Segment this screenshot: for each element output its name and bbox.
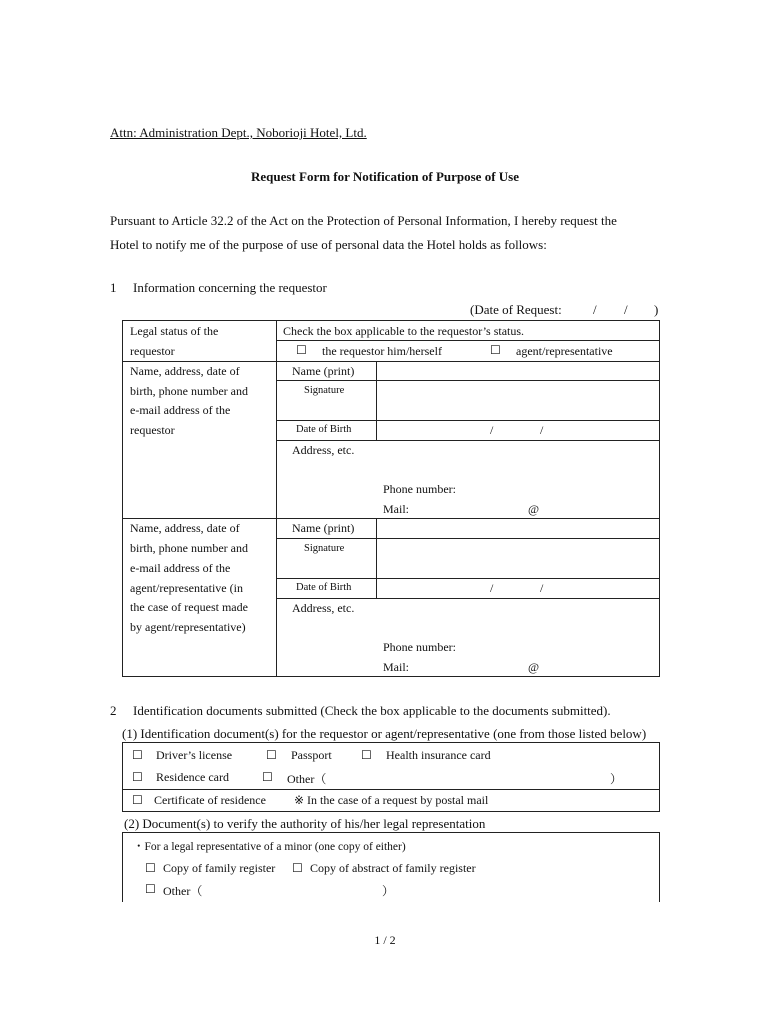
label-drivers-license: Driver’s license xyxy=(156,748,233,762)
page-number: 1 / 2 xyxy=(374,933,396,947)
checkbox-other-id[interactable]: ☐ xyxy=(262,770,273,784)
agent-label-6: by agent/representative) xyxy=(130,620,246,634)
requestor-dob-sep-2: / xyxy=(540,423,544,437)
option-agent-representative: agent/representative xyxy=(516,344,613,358)
agent-mail-at: @ xyxy=(528,660,540,674)
agent-dob-sep-2: / xyxy=(540,581,544,595)
sub-1-heading: (1) Identification document(s) for the requestor or agent/representative (one from those listed below) xyxy=(122,726,647,741)
postal-mail-note: ※ In the case of a request by postal mail xyxy=(294,793,489,807)
requestor-dob-sep-1: / xyxy=(490,423,494,437)
checkbox-other-authority[interactable]: ☐ xyxy=(145,882,156,896)
option-requestor-self: the requestor him/herself xyxy=(322,344,442,358)
requestor-name-print-label: Name (print) xyxy=(292,364,355,378)
checkbox-certificate-residence[interactable]: ☐ xyxy=(132,793,143,807)
checkbox-drivers-license[interactable]: ☐ xyxy=(132,748,143,762)
checkbox-passport[interactable]: ☐ xyxy=(266,748,277,762)
agent-name-print-label: Name (print) xyxy=(292,521,355,535)
date-of-request-close: ) xyxy=(654,302,659,317)
checkbox-requestor-self[interactable]: ☐ xyxy=(296,343,307,357)
sub-2-heading: (2) Document(s) to verify the authority of his/her legal representation xyxy=(124,816,486,831)
label-other-id: Other（ xyxy=(287,772,327,786)
label-health-insurance: Health insurance card xyxy=(386,748,491,762)
label-passport: Passport xyxy=(291,748,332,762)
agent-dob-sep-1: / xyxy=(490,581,494,595)
label-other-authority: Other（ xyxy=(163,884,203,898)
requestor-mail-at: @ xyxy=(528,502,540,516)
label-other-id-close: ） xyxy=(610,772,623,786)
agent-dob-label: Date of Birth xyxy=(296,582,352,593)
section-1-number: 1 xyxy=(110,280,117,295)
legal-status-instruction: Check the box applicable to the requestor’s status. xyxy=(283,324,525,338)
checkbox-agent-representative[interactable]: ☐ xyxy=(490,343,501,357)
agent-label-2: birth, phone number and xyxy=(130,541,248,555)
requestor-mail-label: Mail: xyxy=(383,502,409,516)
intro-line-1: Pursuant to Article 32.2 of the Act on the Protection of Personal Information, I hereby request the xyxy=(110,213,617,228)
agent-label-1: Name, address, date of xyxy=(130,521,240,535)
requestor-phone-label: Phone number: xyxy=(383,482,456,496)
requestor-label-2: birth, phone number and xyxy=(130,384,248,398)
checkbox-health-insurance[interactable]: ☐ xyxy=(361,748,372,762)
agent-label-5: the case of request made xyxy=(130,600,248,614)
label-family-register: Copy of family register xyxy=(163,861,276,875)
checkbox-family-register[interactable]: ☐ xyxy=(145,861,156,875)
requestor-address-label: Address, etc. xyxy=(292,443,355,457)
requestor-dob-label: Date of Birth xyxy=(296,424,352,435)
section-1-heading: Information concerning the requestor xyxy=(133,280,327,295)
checkbox-abstract-register[interactable]: ☐ xyxy=(292,861,303,875)
agent-label-4: agent/representative (in xyxy=(130,581,243,595)
requestor-signature-label: Signature xyxy=(304,385,345,396)
agent-address-label: Address, etc. xyxy=(292,601,355,615)
date-of-request-sep-1: / xyxy=(593,302,597,317)
section-2-heading: Identification documents submitted (Check the box applicable to the documents submitted). xyxy=(133,703,611,718)
agent-mail-label: Mail: xyxy=(383,660,409,674)
agent-label-3: e-mail address of the xyxy=(130,561,231,575)
requestor-label-1: Name, address, date of xyxy=(130,364,240,378)
label-certificate-residence: Certificate of residence xyxy=(154,793,266,807)
page-title: Request Form for Notification of Purpose of Use xyxy=(250,169,520,184)
checkbox-residence-card[interactable]: ☐ xyxy=(132,770,143,784)
requestor-label-3: e-mail address of the xyxy=(130,403,231,417)
section-2-number: 2 xyxy=(110,703,117,718)
date-of-request-label: (Date of Request: xyxy=(470,302,562,317)
legal-status-label-2: requestor xyxy=(130,344,175,358)
minor-note: ・For a legal representative of a minor (one copy of either) xyxy=(133,841,406,853)
intro-line-2: Hotel to notify me of the purpose of use of personal data the Hotel holds as follows: xyxy=(110,237,547,252)
agent-signature-label: Signature xyxy=(304,543,345,554)
label-other-authority-close: ） xyxy=(382,884,395,898)
legal-status-label-1: Legal status of the xyxy=(130,324,219,338)
date-of-request-sep-2: / xyxy=(624,302,628,317)
label-abstract-register: Copy of abstract of family register xyxy=(310,861,476,875)
agent-phone-label: Phone number: xyxy=(383,640,456,654)
requestor-label-4: requestor xyxy=(130,423,175,437)
label-residence-card: Residence card xyxy=(156,770,229,784)
attn-line: Attn: Administration Dept., Noborioji Hotel, Ltd. xyxy=(110,125,367,140)
